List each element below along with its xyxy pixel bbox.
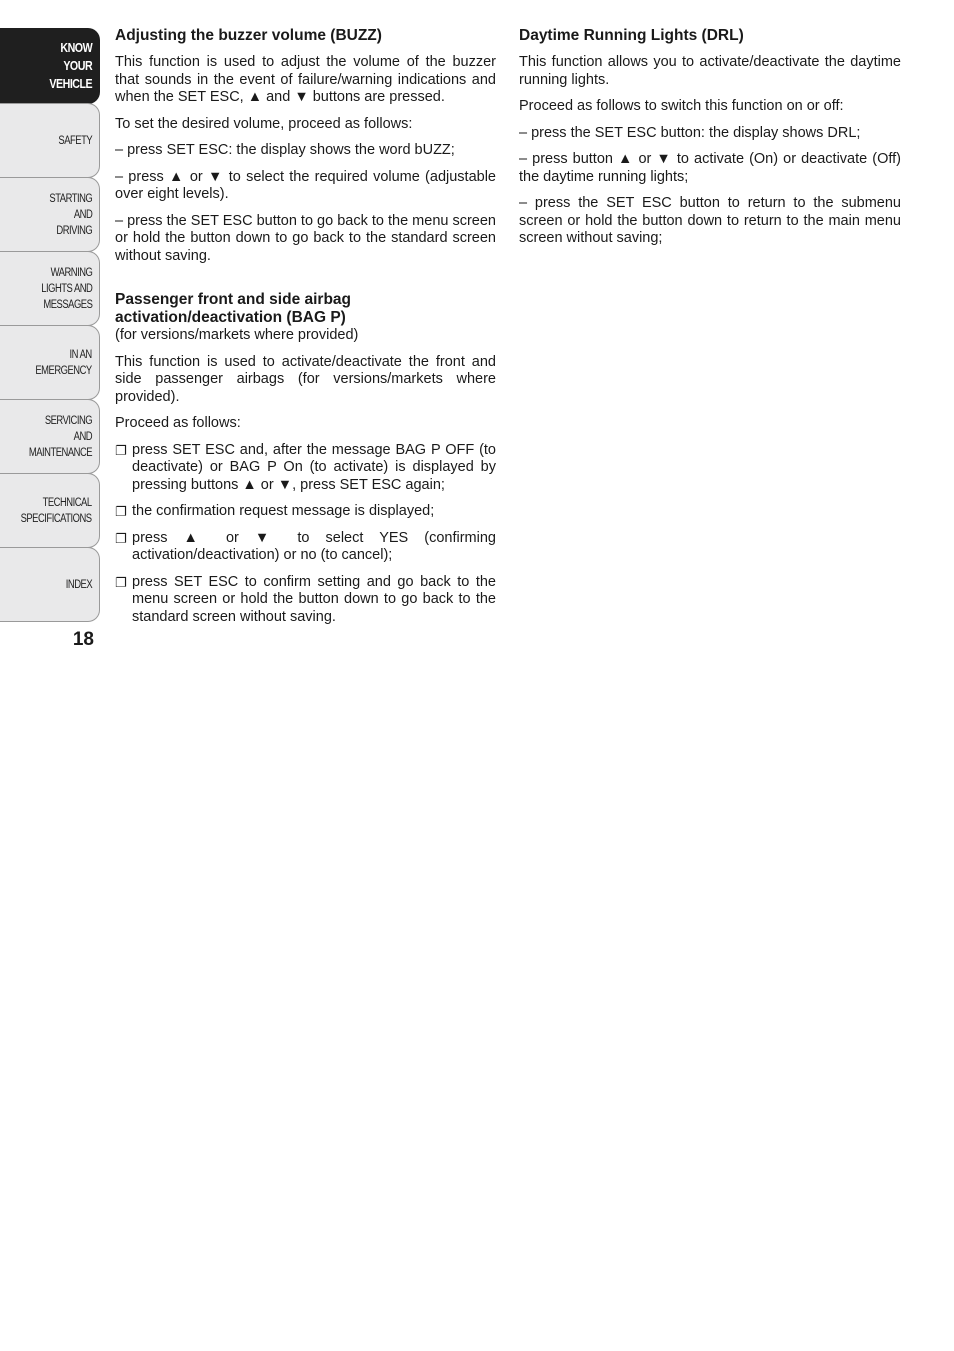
list-item: ❐ press ▲ or ▼ to select YES (confirming activation/deactivation) or no (to cancel); — [115, 529, 496, 563]
checkbox-bullet-icon: ❐ — [115, 530, 127, 546]
tab-label: INDEX — [65, 578, 92, 591]
tab-label: TECHNICAL SPECIFICATIONS — [20, 496, 92, 525]
left-column — [115, 27, 496, 635]
bag-note: (for versions/markets where provided) — [115, 327, 359, 343]
paragraph: Proceed as follows: — [115, 415, 241, 431]
tab-label: SAFETY — [58, 134, 92, 147]
paragraph: This function is used to activate/deactivate the front and side passenger airbags (for versions/markets where provided). — [115, 353, 496, 405]
tab-label: STARTING AND DRIVING — [49, 192, 92, 237]
paragraph: – press the SET ESC button to go back to the menu screen or hold the button down to go back to the standard screen without saving. — [115, 212, 496, 264]
paragraph: This function is used to adjust the volume of the buzzer that sounds in the event of failure/warning indications and when the SET ESC, ▲ and ▼ buttons are pressed. — [115, 54, 496, 105]
bag-heading: Passenger front and side airbag activation/deactivation (BAG P) — [115, 291, 352, 326]
paragraph: – press button ▲ or ▼ to activate (On) or deactivate (Off) the daytime running lights; — [519, 151, 901, 185]
tab-index[interactable] — [0, 547, 100, 622]
paragraph: – press the SET ESC button to return to the submenu screen or hold the button down to return to the main menu screen without saving; — [519, 195, 901, 246]
checkbox-bullet-icon: ❐ — [115, 442, 127, 458]
checkbox-bullet-icon: ❐ — [115, 574, 127, 590]
list-item: ❐ the confirmation request message is displayed; — [115, 503, 435, 519]
tab-in-an-emergency[interactable] — [0, 325, 100, 400]
tab-know-your-vehicle[interactable] — [0, 28, 100, 104]
tab-warning-lights-and-messages[interactable] — [0, 251, 100, 326]
page-number: 18 — [72, 629, 94, 650]
paragraph: – press SET ESC: the display shows the word bUZZ; — [115, 142, 455, 158]
paragraph: This function allows you to activate/deactivate the daytime running lights. — [519, 54, 901, 88]
list-item: ❐ press SET ESC to confirm setting and go back to the menu screen or hold the button down to go back to the standard screen without saving. — [115, 573, 496, 625]
tab-label: KNOW YOUR VEHICLE — [49, 40, 92, 91]
tab-label: WARNING LIGHTS AND MESSAGES — [40, 266, 92, 311]
tab-label: IN AN EMERGENCY — [35, 348, 92, 377]
paragraph: Proceed as follows to switch this function on or off: — [519, 98, 844, 114]
tab-starting-and-driving[interactable] — [0, 177, 100, 252]
buzz-heading: Adjusting the buzzer volume (BUZZ) — [115, 27, 382, 44]
list-item: ❐ press SET ESC and, after the message BAG P OFF (to deactivate) or BAG P On (to activate) is displayed by pressing buttons ▲ or ▼, press SET ESC again; — [115, 441, 496, 493]
tab-label: SERVICING AND MAINTENANCE — [28, 414, 92, 459]
right-column — [519, 27, 901, 257]
tab-servicing-and-maintenance[interactable] — [0, 399, 100, 474]
tab-technical-specifications[interactable] — [0, 473, 100, 548]
checkbox-bullet-icon: ❐ — [115, 504, 127, 519]
drl-heading: Daytime Running Lights (DRL) — [519, 27, 744, 44]
tab-safety[interactable] — [0, 103, 100, 178]
paragraph: To set the desired volume, proceed as follows: — [115, 115, 413, 132]
paragraph: – press the SET ESC button: the display shows DRL; — [519, 124, 861, 141]
paragraph: – press ▲ or ▼ to select the required volume (adjustable over eight levels). — [115, 168, 496, 202]
